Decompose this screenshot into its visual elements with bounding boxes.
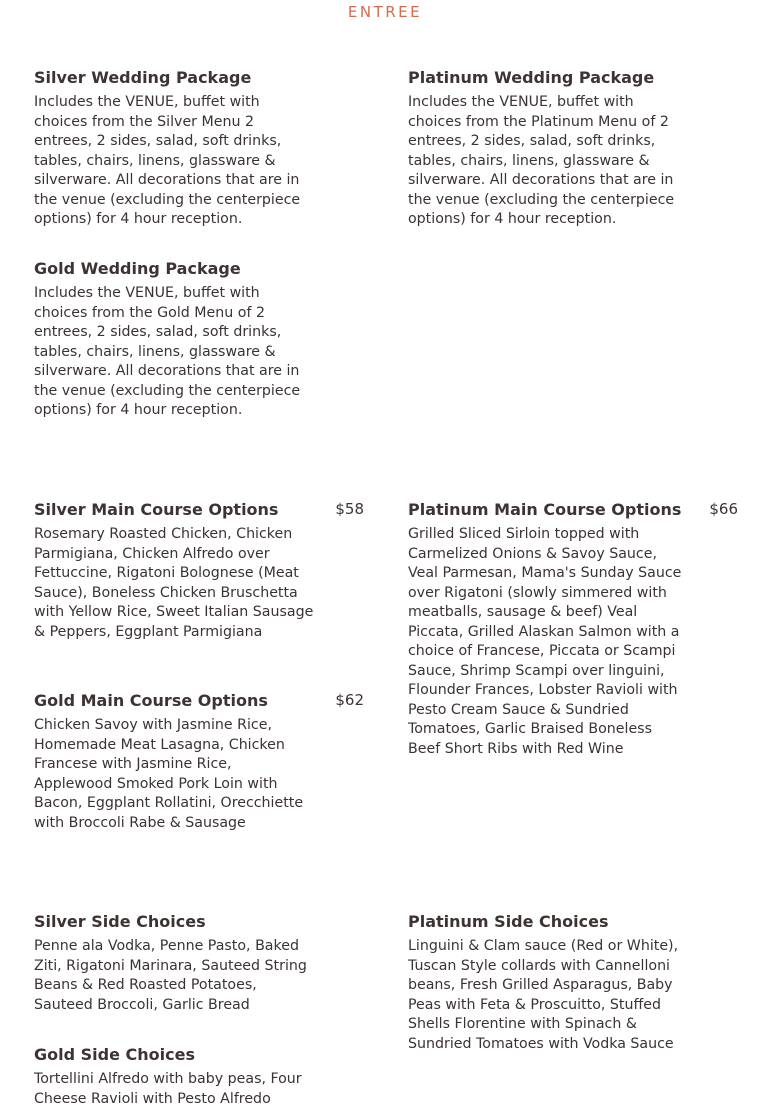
menu-item-platinum-package: [408, 68, 738, 230]
item-title: Silver Main Course Options: [34, 500, 279, 519]
menu-item-silver-package: [34, 68, 364, 230]
menu-item-gold-package: [34, 259, 364, 421]
item-title: Gold Wedding Package: [34, 259, 241, 278]
item-title: Platinum Wedding Package: [408, 68, 655, 87]
menu-item-platinum-sides: [408, 912, 738, 1054]
item-description: Rosemary Roasted Chicken, Chicken Parmigiana, Chicken Alfredo over Fettuccine, Rigatoni Bolognese (Meat Sauce), Boneless Chicken Bruschetta with Yellow Rice, Sweet Italian Sausage & Peppers, Eggplant Parmigiana: [34, 526, 314, 640]
item-description: Chicken Savoy with Jasmine Rice, Homemade Meat Lasagna, Chicken Francese with Jasmine Rice, Applewood Smoked Pork Loin with Bacon, Eggplant Rollatini, Orecchiette with Broccoli Rabe & Sausage: [34, 717, 304, 831]
menu-item-silver-main: [34, 500, 364, 642]
item-title: Gold Side Choices: [34, 1045, 195, 1064]
item-price: $62: [335, 691, 364, 709]
item-title: Gold Main Course Options: [34, 691, 268, 710]
item-price: $58: [335, 500, 364, 518]
section-heading: ENTREE: [347, 3, 423, 21]
item-description: Linguini & Clam sauce (Red or White), Tuscan Style collards with Cannelloni beans, Fresh Grilled Asparagus, Baby Peas with Feta & Proscuitto, Stuffed Shells Florentine with Spinach & Sundried Tomatoes with Vodka Sauce: [408, 938, 679, 1052]
item-description: Includes the VENUE, buffet with choices from the Silver Menu 2 entrees, 2 sides, salad, soft drinks, tables, chairs, linens, glassware & silverware. All decorations that are in the venue (excluding the centerpiece options) for 4 hour reception.: [34, 94, 301, 227]
item-description: Tortellini Alfredo with baby peas, Four Cheese Ravioli with Pesto Alfredo: [34, 1071, 302, 1107]
menu-item-platinum-main: [408, 500, 738, 759]
item-title: Silver Wedding Package: [34, 68, 252, 87]
item-description: Grilled Sliced Sirloin topped with Carmelized Onions & Savoy Sauce, Veal Parmesan, Mama's Sunday Sauce over Rigatoni (slowly simmered with meatballs, sausage & beef) Veal Piccata, Grilled Alaskan Salmon with a choice of Francese, Piccata or Scampi Sauce, Shrimp Scampi over linguini, Flounder Frances, Lobster Ravioli with Pesto Cream Sauce & Sundried Tomatoes, Garlic Braised Boneless Beef Short Ribs with Red Wine: [408, 526, 682, 757]
item-description: Includes the VENUE, buffet with choices from the Gold Menu of 2 entrees, 2 sides, salad, soft drinks, tables, chairs, linens, glassware & silverware. All decorations that are in the venue (excluding the centerpiece options) for 4 hour reception.: [34, 285, 301, 418]
item-description: Penne ala Vodka, Penne Pasto, Baked Ziti, Rigatoni Marinara, Sauteed String Beans & Red Roasted Potatoes, Sauteed Broccoli, Garlic Bread: [34, 938, 307, 1013]
menu-item-gold-sides: [34, 1045, 364, 1109]
item-description: Includes the VENUE, buffet with choices from the Platinum Menu of 2 entrees, 2 sides, salad, soft drinks, tables, chairs, linens, glassware & silverware. All decorations that are in the venue (excluding the centerpiece options) for 4 hour reception.: [408, 94, 675, 227]
menu-item-gold-main: [34, 691, 364, 833]
item-price: $66: [709, 500, 738, 518]
item-title: Platinum Main Course Options: [408, 500, 682, 519]
item-title: Silver Side Choices: [34, 912, 206, 931]
item-title: Platinum Side Choices: [408, 912, 609, 931]
menu-item-silver-sides: [34, 912, 364, 1015]
